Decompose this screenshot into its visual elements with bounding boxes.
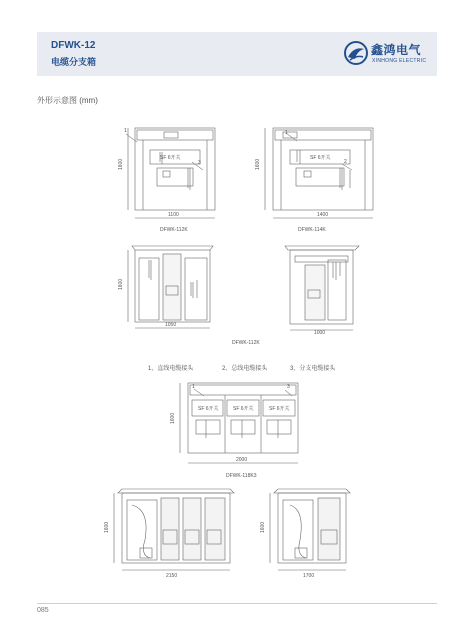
d5-sf6-label-3: SF 6开关 bbox=[269, 406, 290, 412]
product-model: DFWK-12 bbox=[51, 40, 96, 51]
d2-callout-2: 2 bbox=[344, 159, 347, 165]
drawing-4 bbox=[285, 246, 359, 330]
d1-caption: DFWK-112K bbox=[160, 227, 188, 233]
d5-caption: DFWK-118K3 bbox=[226, 473, 257, 479]
drawing-dfwk-112k bbox=[126, 128, 215, 218]
logo-chinese: 鑫鸿电气 bbox=[371, 43, 422, 57]
d4-caption: DFWK-112K bbox=[232, 340, 260, 346]
d5-callout-3: 3 bbox=[287, 384, 290, 390]
d7-width-label: 1700 bbox=[303, 573, 315, 579]
d1-height-label: 1600 bbox=[118, 158, 124, 170]
d5-sf6-label-1: SF 6开关 bbox=[198, 406, 219, 412]
drawing-3 bbox=[128, 246, 213, 328]
page-number: 085 bbox=[37, 607, 49, 614]
d1-width-label: 1100 bbox=[168, 212, 179, 218]
d4-width-label: 1000 bbox=[314, 330, 326, 336]
d2-sf6-label: SF 6开关 bbox=[310, 155, 331, 161]
legend-item-1: 1、直线电缆接头 bbox=[148, 366, 194, 372]
d6-height-label: 1600 bbox=[104, 521, 110, 533]
logo-english: XINHONG ELECTRIC bbox=[372, 58, 427, 64]
section-title: 外形示意图 (mm) bbox=[37, 96, 98, 105]
product-name: 电缆分支箱 bbox=[51, 57, 97, 67]
d5-sf6-label-2: SF 6开关 bbox=[233, 406, 254, 412]
d2-height-label: 1600 bbox=[255, 158, 261, 170]
d3-height-label: 1600 bbox=[118, 278, 124, 290]
footer-divider bbox=[37, 603, 437, 604]
d2-callout-1: 1 bbox=[285, 130, 288, 136]
d1-callout-3: 3 bbox=[198, 160, 201, 166]
d2-caption: DFWK-114K bbox=[298, 227, 326, 233]
d5-height-label: 1600 bbox=[170, 412, 176, 424]
d1-callout-1: 1 bbox=[124, 128, 127, 134]
d2-width-label: 1400 bbox=[317, 212, 329, 218]
drawing-dfwk-114k bbox=[265, 128, 373, 218]
drawing-6 bbox=[114, 489, 234, 570]
drawing-7 bbox=[270, 489, 350, 570]
legend-item-3: 3、分支电缆接头 bbox=[290, 366, 336, 372]
d1-sf6-label: SF 6开关 bbox=[160, 155, 181, 161]
drawing-dfwk-118k3 bbox=[180, 383, 298, 463]
d3-width-label: 1050 bbox=[165, 322, 177, 328]
d5-callout-1: 1 bbox=[192, 384, 195, 390]
legend-item-2: 2、总线电缆接头 bbox=[222, 366, 268, 372]
d6-width-label: 2150 bbox=[166, 573, 178, 579]
d5-width-label: 2000 bbox=[236, 457, 248, 463]
d7-height-label: 1600 bbox=[260, 521, 266, 533]
